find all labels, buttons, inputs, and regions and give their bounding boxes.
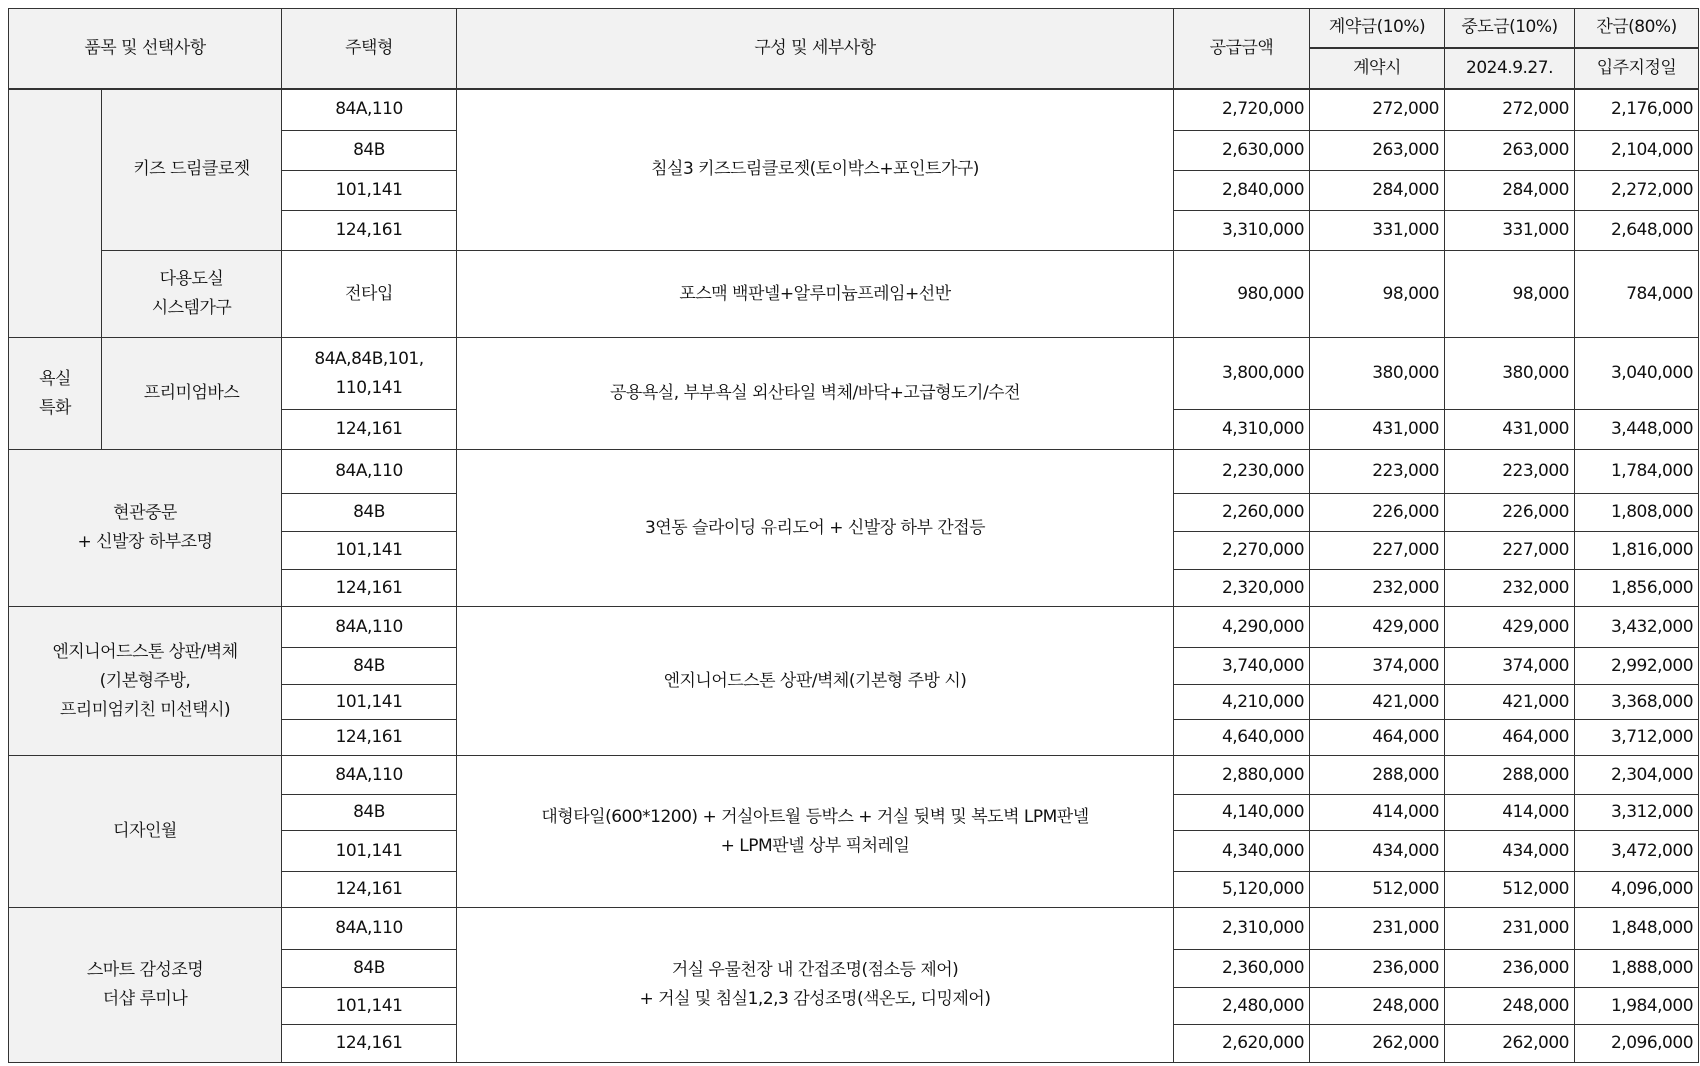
supply-price: 2,260,000 (1174, 494, 1310, 532)
supply-price: 3,310,000 (1174, 211, 1310, 251)
balance-amount: 1,888,000 (1575, 950, 1699, 988)
balance-amount: 2,648,000 (1575, 211, 1699, 251)
item-description: 침실3 키즈드림클로젯(토이박스+포인트가구) (457, 89, 1174, 251)
deposit-amount: 231,000 (1310, 908, 1445, 950)
item-description: 대형타일(600*1200) + 거실아트월 등박스 + 거실 뒷벽 및 복도벽 LPM판넬 + LPM판넬 상부 픽처레일 (457, 756, 1174, 908)
balance-amount: 1,848,000 (1575, 908, 1699, 950)
middle-payment: 284,000 (1445, 171, 1575, 211)
unit-type: 84A,110 (282, 450, 457, 494)
supply-price: 2,620,000 (1174, 1025, 1310, 1063)
table-row (9, 756, 1699, 795)
item-name: 키즈 드림클로젯 (102, 89, 282, 251)
deposit-amount: 380,000 (1310, 338, 1445, 410)
middle-payment: 227,000 (1445, 532, 1575, 570)
balance-amount: 2,992,000 (1575, 648, 1699, 685)
deposit-amount: 227,000 (1310, 532, 1445, 570)
balance-amount: 3,432,000 (1575, 607, 1699, 648)
balance-amount: 3,472,000 (1575, 831, 1699, 872)
item-name: 디자인월 (9, 756, 282, 908)
deposit-amount: 223,000 (1310, 450, 1445, 494)
unit-type: 전타입 (282, 251, 457, 338)
middle-payment: 98,000 (1445, 251, 1575, 338)
supply-price: 4,140,000 (1174, 795, 1310, 831)
deposit-amount: 374,000 (1310, 648, 1445, 685)
balance-amount: 3,040,000 (1575, 338, 1699, 410)
deposit-amount: 331,000 (1310, 211, 1445, 251)
balance-amount: 2,176,000 (1575, 89, 1699, 131)
balance-amount: 3,448,000 (1575, 410, 1699, 450)
item-description: 포스맥 백판넬+알루미늄프레임+선반 (457, 251, 1174, 338)
header-middle: 중도금(10%) (1445, 9, 1575, 48)
item-description: 엔지니어드스톤 상판/벽체(기본형 주방 시) (457, 607, 1174, 756)
deposit-amount: 272,000 (1310, 89, 1445, 131)
unit-type: 84A,110 (282, 607, 457, 648)
table-body (9, 89, 1699, 1063)
middle-payment: 464,000 (1445, 720, 1575, 756)
unit-type: 101,141 (282, 988, 457, 1025)
header-type: 주택형 (282, 9, 457, 89)
item-name: 다용도실 시스템가구 (102, 251, 282, 338)
category-cell: 욕실 특화 (9, 338, 102, 450)
deposit-amount: 434,000 (1310, 831, 1445, 872)
deposit-amount: 464,000 (1310, 720, 1445, 756)
balance-amount: 1,784,000 (1575, 450, 1699, 494)
unit-type: 84B (282, 131, 457, 171)
supply-price: 2,360,000 (1174, 950, 1310, 988)
middle-payment: 431,000 (1445, 410, 1575, 450)
deposit-amount: 284,000 (1310, 171, 1445, 211)
middle-payment: 248,000 (1445, 988, 1575, 1025)
middle-payment: 262,000 (1445, 1025, 1575, 1063)
item-name: 엔지니어드스톤 상판/벽체 (기본형주방, 프리미엄키친 미선택시) (9, 607, 282, 756)
table-row (9, 908, 1699, 950)
deposit-amount: 262,000 (1310, 1025, 1445, 1063)
supply-price: 2,880,000 (1174, 756, 1310, 795)
middle-payment: 434,000 (1445, 831, 1575, 872)
unit-type: 124,161 (282, 872, 457, 908)
unit-type: 84B (282, 648, 457, 685)
balance-amount: 3,368,000 (1575, 685, 1699, 720)
header-supply: 공급금액 (1174, 9, 1310, 89)
unit-type: 124,161 (282, 1025, 457, 1063)
deposit-amount: 226,000 (1310, 494, 1445, 532)
supply-price: 2,840,000 (1174, 171, 1310, 211)
unit-type: 101,141 (282, 831, 457, 872)
unit-type: 84A,110 (282, 756, 457, 795)
supply-price: 2,270,000 (1174, 532, 1310, 570)
balance-amount: 1,808,000 (1575, 494, 1699, 532)
deposit-amount: 236,000 (1310, 950, 1445, 988)
item-name: 스마트 감성조명 더샵 루미나 (9, 908, 282, 1063)
unit-type: 124,161 (282, 720, 457, 756)
supply-price: 5,120,000 (1174, 872, 1310, 908)
table-row (9, 89, 1699, 131)
balance-amount: 1,856,000 (1575, 570, 1699, 607)
balance-amount: 3,312,000 (1575, 795, 1699, 831)
supply-price: 3,740,000 (1174, 648, 1310, 685)
unit-type: 101,141 (282, 685, 457, 720)
middle-payment: 226,000 (1445, 494, 1575, 532)
middle-payment: 414,000 (1445, 795, 1575, 831)
unit-type: 124,161 (282, 570, 457, 607)
balance-amount: 2,272,000 (1575, 171, 1699, 211)
header-desc: 구성 및 세부사항 (457, 9, 1174, 89)
balance-amount: 784,000 (1575, 251, 1699, 338)
middle-payment: 236,000 (1445, 950, 1575, 988)
middle-payment: 272,000 (1445, 89, 1575, 131)
item-name: 프리미엄바스 (102, 338, 282, 450)
header-balance: 잔금(80%) (1575, 9, 1699, 48)
deposit-amount: 429,000 (1310, 607, 1445, 648)
unit-type: 84A,110 (282, 908, 457, 950)
deposit-amount: 248,000 (1310, 988, 1445, 1025)
balance-amount: 3,712,000 (1575, 720, 1699, 756)
supply-price: 4,290,000 (1174, 607, 1310, 648)
supply-price: 2,320,000 (1174, 570, 1310, 607)
deposit-amount: 414,000 (1310, 795, 1445, 831)
header-item: 품목 및 선택사항 (9, 9, 282, 89)
supply-price: 3,800,000 (1174, 338, 1310, 410)
unit-type: 84B (282, 494, 457, 532)
middle-payment: 421,000 (1445, 685, 1575, 720)
middle-payment: 429,000 (1445, 607, 1575, 648)
unit-type: 84B (282, 795, 457, 831)
table-row (9, 251, 1699, 338)
supply-price: 4,640,000 (1174, 720, 1310, 756)
supply-price: 4,310,000 (1174, 410, 1310, 450)
item-description: 3연동 슬라이딩 유리도어 + 신발장 하부 간접등 (457, 450, 1174, 607)
header-deposit: 계약금(10%) (1310, 9, 1445, 48)
balance-amount: 1,816,000 (1575, 532, 1699, 570)
middle-payment: 374,000 (1445, 648, 1575, 685)
deposit-amount: 98,000 (1310, 251, 1445, 338)
middle-payment: 223,000 (1445, 450, 1575, 494)
category-cell (9, 89, 102, 338)
unit-type: 84A,110 (282, 89, 457, 131)
balance-amount: 2,304,000 (1575, 756, 1699, 795)
balance-amount: 2,096,000 (1575, 1025, 1699, 1063)
balance-amount: 2,104,000 (1575, 131, 1699, 171)
unit-type: 124,161 (282, 211, 457, 251)
middle-payment: 232,000 (1445, 570, 1575, 607)
supply-price: 2,230,000 (1174, 450, 1310, 494)
deposit-amount: 263,000 (1310, 131, 1445, 171)
header-middle-when: 2024.9.27. (1445, 48, 1575, 89)
middle-payment: 288,000 (1445, 756, 1575, 795)
supply-price: 2,630,000 (1174, 131, 1310, 171)
balance-amount: 1,984,000 (1575, 988, 1699, 1025)
item-name: 현관중문 + 신발장 하부조명 (9, 450, 282, 607)
table-row (9, 450, 1699, 494)
header-balance-when: 입주지정일 (1575, 48, 1699, 89)
middle-payment: 331,000 (1445, 211, 1575, 251)
header-deposit-when: 계약시 (1310, 48, 1445, 89)
deposit-amount: 288,000 (1310, 756, 1445, 795)
table-row (9, 607, 1699, 648)
supply-price: 4,340,000 (1174, 831, 1310, 872)
supply-price: 4,210,000 (1174, 685, 1310, 720)
supply-price: 980,000 (1174, 251, 1310, 338)
item-description: 공용욕실, 부부욕실 외산타일 벽체/바닥+고급형도기/수전 (457, 338, 1174, 450)
unit-type: 84A,84B,101, 110,141 (282, 338, 457, 410)
deposit-amount: 232,000 (1310, 570, 1445, 607)
unit-type: 101,141 (282, 171, 457, 211)
unit-type: 124,161 (282, 410, 457, 450)
middle-payment: 512,000 (1445, 872, 1575, 908)
supply-price: 2,720,000 (1174, 89, 1310, 131)
middle-payment: 231,000 (1445, 908, 1575, 950)
deposit-amount: 431,000 (1310, 410, 1445, 450)
supply-price: 2,480,000 (1174, 988, 1310, 1025)
item-description: 거실 우물천장 내 간접조명(점소등 제어) + 거실 및 침실1,2,3 감성조명(색온도, 디밍제어) (457, 908, 1174, 1063)
middle-payment: 380,000 (1445, 338, 1575, 410)
middle-payment: 263,000 (1445, 131, 1575, 171)
deposit-amount: 421,000 (1310, 685, 1445, 720)
option-price-table (8, 8, 1699, 1063)
table-row (9, 338, 1699, 410)
unit-type: 101,141 (282, 532, 457, 570)
deposit-amount: 512,000 (1310, 872, 1445, 908)
balance-amount: 4,096,000 (1575, 872, 1699, 908)
unit-type: 84B (282, 950, 457, 988)
supply-price: 2,310,000 (1174, 908, 1310, 950)
